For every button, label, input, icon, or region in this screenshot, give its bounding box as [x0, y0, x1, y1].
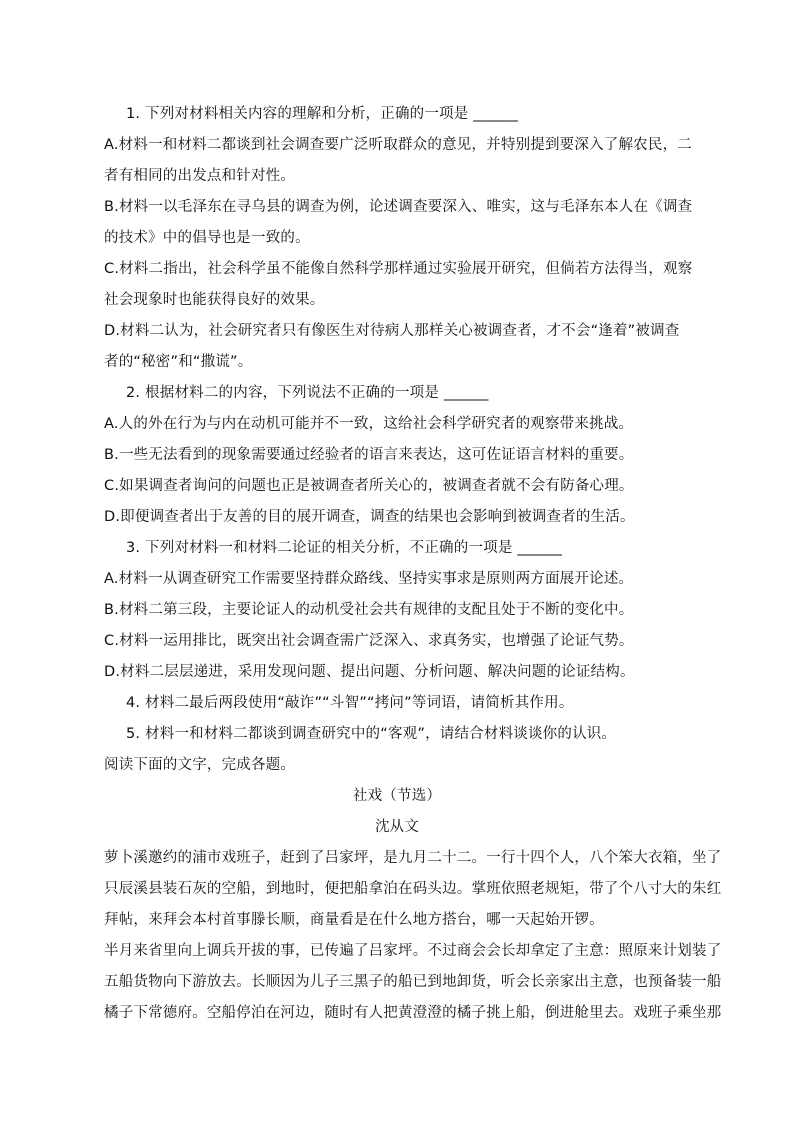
- q3-option-a: A.材料一从调查研究工作需要坚持群众路线、坚持实事求是原则两方面展开论述。: [104, 571, 634, 587]
- question-5-stem: 5. 材料一和材料二都谈到调查研究中的“客观”，请结合材料谈谈你的认识。: [126, 726, 617, 742]
- q1-option-b-line-1: B.材料一以毛泽东在寻乌县的调查为例，论述调查要深入、唯实，这与毛泽东本人在《调查: [104, 199, 693, 215]
- q1-option-b-line-2: 的技术》中的倡导也是一致的。: [104, 230, 310, 246]
- reading-title: 社戏（节选）: [352, 788, 442, 804]
- q2-option-c: C.如果调查者询问的问题也正是被调查者所关心的，被调查者就不会有防备心理。: [104, 478, 634, 494]
- q1-option-a-line-2: 者有相同的出发点和针对性。: [104, 168, 296, 184]
- q3-option-b: B.材料二第三段，主要论证人的动机受社会共有规律的支配且处于不断的变化中。: [104, 602, 634, 618]
- q1-option-d-line-2: 者的“秘密”和“撒谎”。: [104, 354, 253, 370]
- reading-author: 沈从文: [374, 819, 420, 835]
- paragraph-1-line-3: 拜帖，来拜会本村首事滕长顺，商量看是在什么地方搭台，哪一天起始开锣。: [104, 912, 604, 928]
- question-2-stem: 2. 根据材料二的内容，下列说法不正确的一项是 ______: [126, 385, 489, 401]
- q1-option-c-line-1: C.材料二指出，社会科学虽不能像自然科学那样通过实验展开研究，但倘若方法得当，观察: [104, 261, 693, 277]
- q2-option-b: B.一些无法看到的现象需要通过经验者的语言来表达，这可佐证语言材料的重要。: [104, 447, 634, 463]
- paragraph-2-line-1: 半月来省里向上调兵开拔的事，已传遍了吕家坪。不过商会会长却拿定了主意：照原来计划装了: [104, 943, 722, 959]
- reading-instruction: 阅读下面的文字，完成各题。: [104, 757, 296, 773]
- paragraph-1-line-1: 萝卜溪邀约的浦市戏班子，赶到了吕家坪，是九月二十二。一行十四个人，八个笨大衣箱，坐了: [104, 850, 722, 866]
- question-4-stem: 4. 材料二最后两段使用“敲诈”“斗智”“拷问”等词语，请简析其作用。: [126, 695, 574, 711]
- paragraph-2-line-2: 五船货物向下游放去。长顺因为儿子三黑子的船已到地卸货，听会长亲家出主意，也预备装一船: [104, 974, 722, 990]
- question-1-stem: 1. 下列对材料相关内容的理解和分析，正确的一项是 ______: [126, 106, 518, 122]
- paragraph-1-line-2: 只辰溪县装石灰的空船，到地时，便把船拿泊在码头边。掌班依照老规矩，带了个八寸大的朱红: [104, 881, 722, 897]
- q1-option-a-line-1: A.材料一和材料二都谈到社会调查要广泛听取群众的意见，并特别提到要深入了解农民，二: [104, 137, 692, 153]
- question-3-stem: 3. 下列对材料一和材料二论证的相关分析，不正确的一项是 ______: [126, 540, 563, 556]
- q1-option-d-line-1: D.材料二认为，社会研究者只有像医生对待病人那样关心被调查者，才不会“逢着”被调查: [104, 323, 680, 339]
- q2-option-d: D.即便调查者出于友善的目的展开调查，调查的结果也会影响到被调查者的生活。: [104, 509, 635, 525]
- q3-option-d: D.材料二层层递进，采用发现问题、提出问题、分析问题、解决问题的论证结构。: [104, 664, 635, 680]
- paragraph-2-line-3: 橘子下常德府。空船停泊在河边，随时有人把黄澄澄的橘子挑上船，倒进舱里去。戏班子乘坐那: [104, 1005, 722, 1021]
- q1-option-c-line-2: 社会现象时也能获得良好的效果。: [104, 292, 325, 308]
- q2-option-a: A.人的外在行为与内在动机可能并不一致，这给社会科学研究者的观察带来挑战。: [104, 416, 634, 432]
- q3-option-c: C.材料一运用排比，既突出社会调查需广泛深入、求真务实，也增强了论证气势。: [104, 633, 634, 649]
